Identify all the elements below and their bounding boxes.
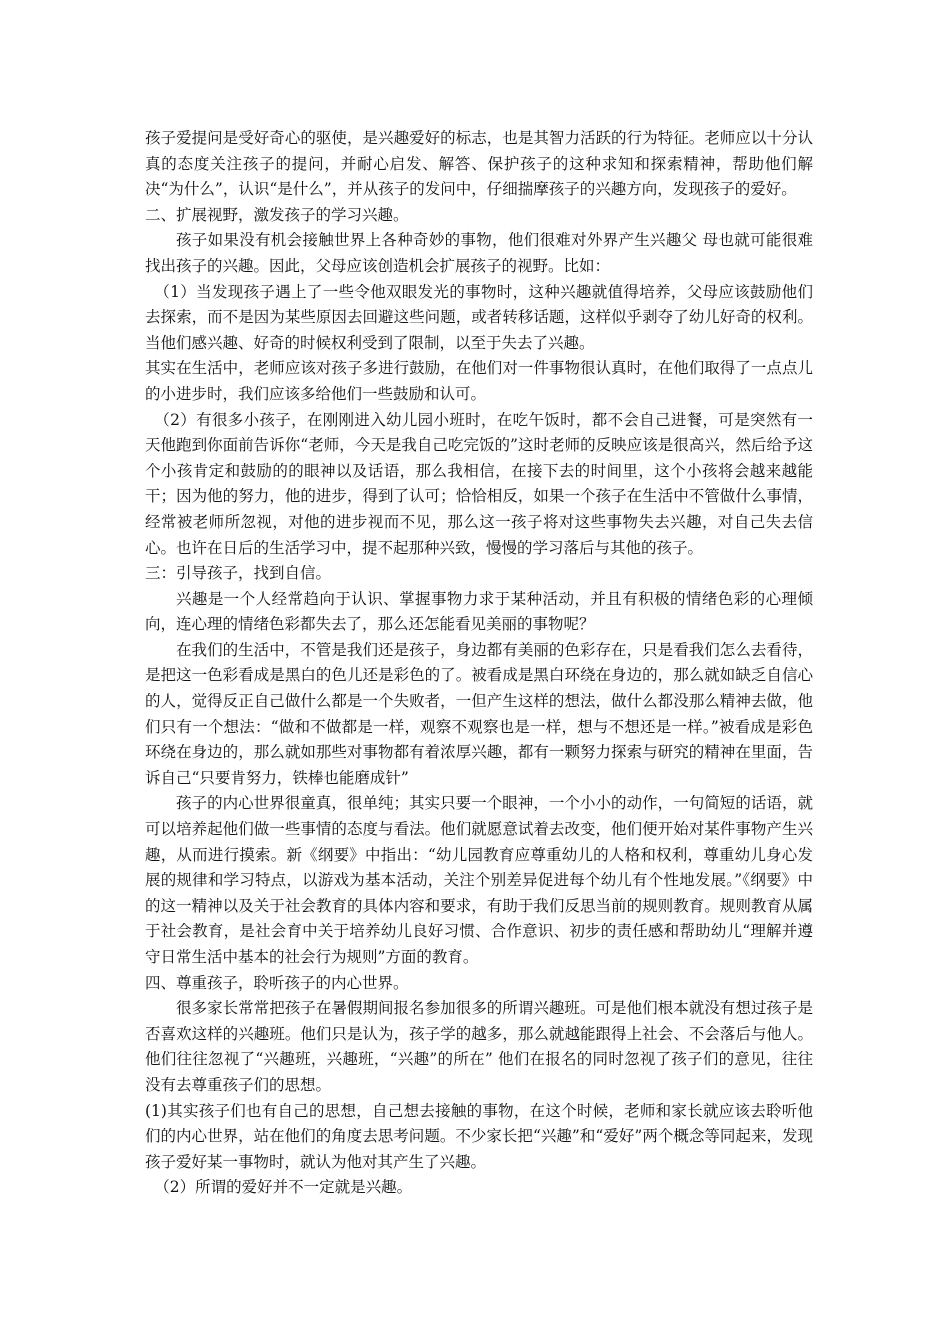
list-item-2: （2）有很多小孩子，在刚刚进入幼儿园小班时，在吃午饭时，都不会自己进餐，可是突然有一天他跑到你面前告诉你“老师，今天是我自己吃完饭的”这时老师的反映应该是很高兴，然后给予这个小孩肯定和鼓励的的眼神以及话语，那么我相信，在接下去的时间里，这个小孩将会越来越能干；因为他的努力，他的进步，得到了认可；恰恰相反，如果一个孩子在生活中不管做什么事情，经常被老师所忽视，对他的进步视而不见，那么这一孩子将对这些事物失去兴趣，对自己失去信心。也许在日后的生活学习中，提不起那种兴致，慢慢的学习落后与其他的孩子。: [145, 410, 813, 557]
paragraph: 很多家长常常把孩子在暑假期间报名参加很多的所谓兴趣班。可是他们根本就没有想过孩子是否喜欢这样的兴趣班。他们只是认为，孩子学的越多，那么就越能跟得上社会、不会落后与他人。他们往往忽视了“兴趣班，兴趣班，“兴趣”的所在” 他们在报名的同时忽视了孩子们的意见，往往没有去尊重孩子们的思想。: [145, 999, 813, 1094]
paragraph: 兴趣是一个人经常趋向于认识、掌握事物力求于某种活动，并且有积极的情绪色彩的心理倾向，连心理的情绪色彩都失去了，那么还怎能看见美丽的事物呢？: [145, 589, 813, 634]
paragraph-intro: 孩子爱提问是受好奇心的驱使，是兴趣爱好的标志，也是其智力活跃的行为特征。老师应以十分认真的态度关注孩子的提问，并耐心启发、解答、保护孩子的这种求知和探索精神，帮助他们解决“为什么”，认识“是什么”，并从孩子的发问中，仔细揣摩孩子的兴趣方向，发现孩子的爱好。: [145, 129, 813, 199]
paragraph: 在我们的生活中，不管是我们还是孩子，身边都有美丽的色彩存在，只是看我们怎么去看待，是把这一色彩看成是黑白的色儿还是彩色的了。被看成是黑白环绕在身边的，那么就如缺乏自信心的人，觉得反正自己做什么都是一个失败者，一但产生这样的想法，做什么都没那么精神去做，他们只有一个想法：“做和不做都是一样，观察不观察也是一样，想与不想还是一样。”被看成是彩色环绕在身边的，那么就如那些对事物都有着浓厚兴趣，都有一颗努力探索与研究的精神在里面，告诉自己“只要肯努力，铁棒也能磨成针”: [145, 640, 813, 787]
list-item-2: （2）所谓的爱好并不一定就是兴趣。: [154, 1178, 413, 1197]
paragraph: 其实在生活中，老师应该对孩子多进行鼓励，在他们对一件事物很认真时，在他们取得了一点点儿的小进步时，我们应该多给他们一些鼓励和认可。: [145, 359, 813, 403]
section-heading-4: 四、尊重孩子，聆听孩子的内心世界。: [145, 973, 409, 992]
list-item-1: (1)其实孩子们也有自己的思想，自己想去接触的事物，在这个时候，老师和家长就应该去聆听他们的内心世界，站在他们的角度去思考问题。不少家长把“兴趣”和“爱好”两个概念等同起来，发现孩子爱好某一事物时，就认为他对其产生了兴趣。: [145, 1101, 813, 1171]
document-body: [145, 126, 813, 1201]
list-item-1: （1）当发现孩子遇上了一些令他双眼发光的事物时，这种兴趣就值得培养，父母应该鼓励他们去探索，而不是因为某些原因去回避这些问题，或者转移话题，这样似乎剥夺了幼儿好奇的权利。当他们感兴趣、好奇的时候权利受到了限制，以至于失去了兴趣。: [145, 282, 813, 352]
paragraph: 孩子如果没有机会接触世界上各种奇妙的事物，他们很难对外界产生兴趣父 母也就可能很难找出孩子的兴趣。因此，父母应该创造机会扩展孩子的视野。比如：: [145, 231, 813, 275]
section-heading-3: 三：引导孩子，找到自信。: [145, 564, 332, 583]
paragraph: 孩子的内心世界很童真，很单纯；其实只要一个眼神，一个小小的动作，一句简短的话语，就可以培养起他们做一些事情的态度与看法。他们就愿意试着去改变，他们便开始对某件事物产生兴趣，从而进行摸索。新《纲要》中指出：“幼儿园教育应尊重幼儿的人格和权利，尊重幼儿身心发展的规律和学习特点，以游戏为基本活动，关注个别差异促进每个幼儿有个性地发展。”《纲要》中的这一精神以及关于社会教育的具体内容和要求，有助于我们反思当前的规则教育。规则教育从属于社会教育，是社会育中关于培养幼儿良好习惯、合作意识、初步的责任感和帮助幼儿“理解并遵守日常生活中基本的社会行为规则”方面的教育。: [145, 794, 813, 966]
section-heading-2: 二、扩展视野，激发孩子的学习兴趣。: [145, 205, 409, 224]
